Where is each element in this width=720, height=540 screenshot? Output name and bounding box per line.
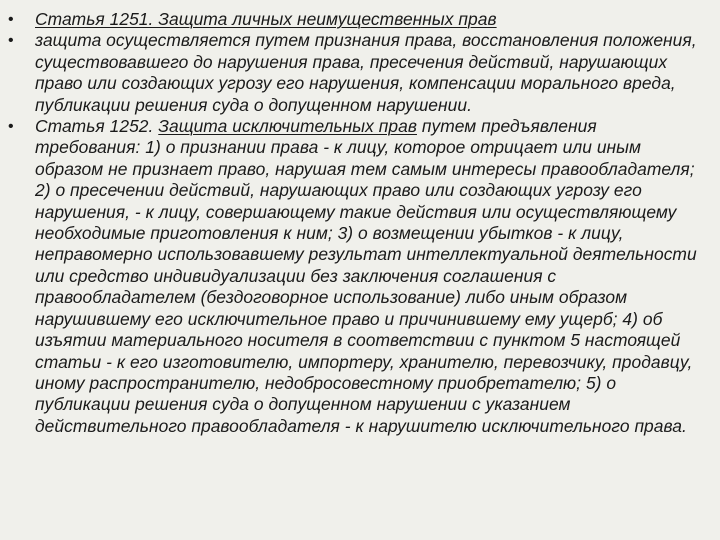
article-1252-prefix: Статья 1252. — [35, 116, 159, 137]
article-1252-text: путем предъявления требования: 1) о признании права - к лицу, которое отрицает или иным образом не признает право, нарушая тем самым интересы правообладателя; 2) о пресечении действий, нарушающих право или создающих угрозу его нарушения, - к лицу, совершающему такие действия или осуществляющему необходимые приготовления к ним; 3) о возмещении убытков - к лицу, неправомерно использовавшему результат интеллектуальной деятельности или средство индивидуализации без заключения соглашения с правообладателем (бездоговорное использование) либо иным образом нарушившему его исключительное право и причинившему ему ущерб; 4) об изъятии материального носителя в соответствии с пунктом 5 настоящей статьи - к его изготовителю, импортеру, хранителю, перевозчику, продавцу, иному распространителю, недобросовестному приобретателю; 5) о публикации решения суда о допущенном нарушении с указанием действительного правообладателя - к нарушителю исключительного права. — [35, 116, 697, 436]
bullet-list — [8, 9, 698, 437]
bullet-item-article-1251 — [8, 9, 698, 30]
bullet-item-article-1252 — [8, 116, 698, 437]
article-1251-heading: Статья 1251. Защита личных неимущественных прав — [35, 9, 497, 29]
bullet-item-protection-methods — [8, 30, 698, 116]
article-1252-heading: Защита исключительных прав — [158, 116, 417, 137]
bullet-icon: • — [8, 32, 14, 50]
protection-methods-text: защита осуществляется путем признания права, восстановления положения, существовавшего до нарушения права, пресечения действий, нарушающих право или создающих угрозу его нарушения, компенсации морального вреда, публикации решения суда о допущенном нарушении. — [35, 30, 697, 115]
bullet-icon: • — [8, 118, 14, 136]
bullet-icon: • — [8, 11, 14, 28]
